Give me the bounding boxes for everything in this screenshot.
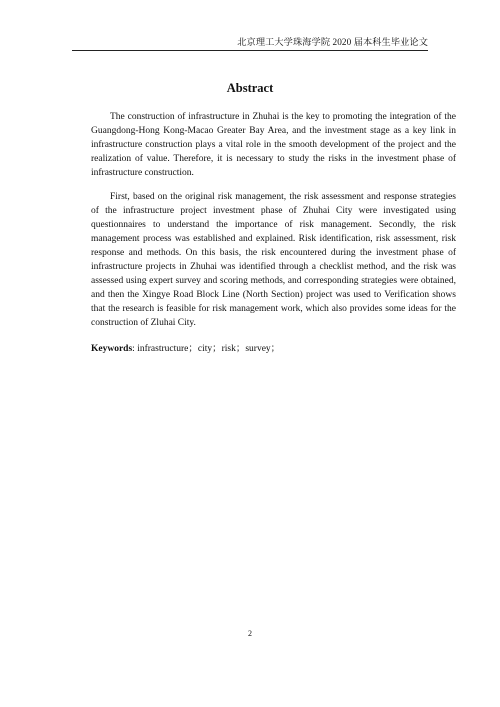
keywords-label: Keywords — [91, 344, 133, 354]
paragraph-text: The construction of infrastructure in Zhuhai is the key to promoting the integration of the Guangdong-Hong Kong-Macao Greater Bay Area, and the investment stage as a key link in infrastructure construction plays a vital role in the smooth development of the project and the realization of value. Therefore, it is necessary to study the risks in the investment phase of infrastructure construction. — [91, 112, 456, 179]
running-header: 北京理工大学珠海学院 2020 届本科生毕业论文 — [237, 37, 428, 47]
keywords-separator: : — [132, 344, 138, 354]
abstract-paragraph-1 — [91, 110, 456, 180]
abstract-paragraph-2 — [91, 190, 456, 330]
keywords-line — [91, 342, 456, 356]
header-rule — [72, 50, 428, 51]
page-number: 2 — [248, 629, 252, 638]
paragraph-text: First, based on the original risk management, the risk assessment and response strategies of the infrastructure project investment phase of Zhuhai City were investigated using questionnaires to understand the importance of risk management. Secondly, the risk management process was established and explained. Risk identification, risk assessment, risk response and methods. On this basis, the risk encountered during the investment phase of infrastructure projects in Zhuhai was identified through a checklist method, and the risk was assessed using expert survey and scoring methods, and corresponding strategies were obtained, and then the Xingye Road Block Line (North Section) project was used to Verification shows that the research is feasible for risk management work, which also provides some ideas for the construction of Zluhai City. — [91, 192, 456, 329]
keywords-text: infrastructure；city；risk；survey； — [137, 344, 281, 354]
abstract-title: Abstract — [226, 81, 274, 95]
